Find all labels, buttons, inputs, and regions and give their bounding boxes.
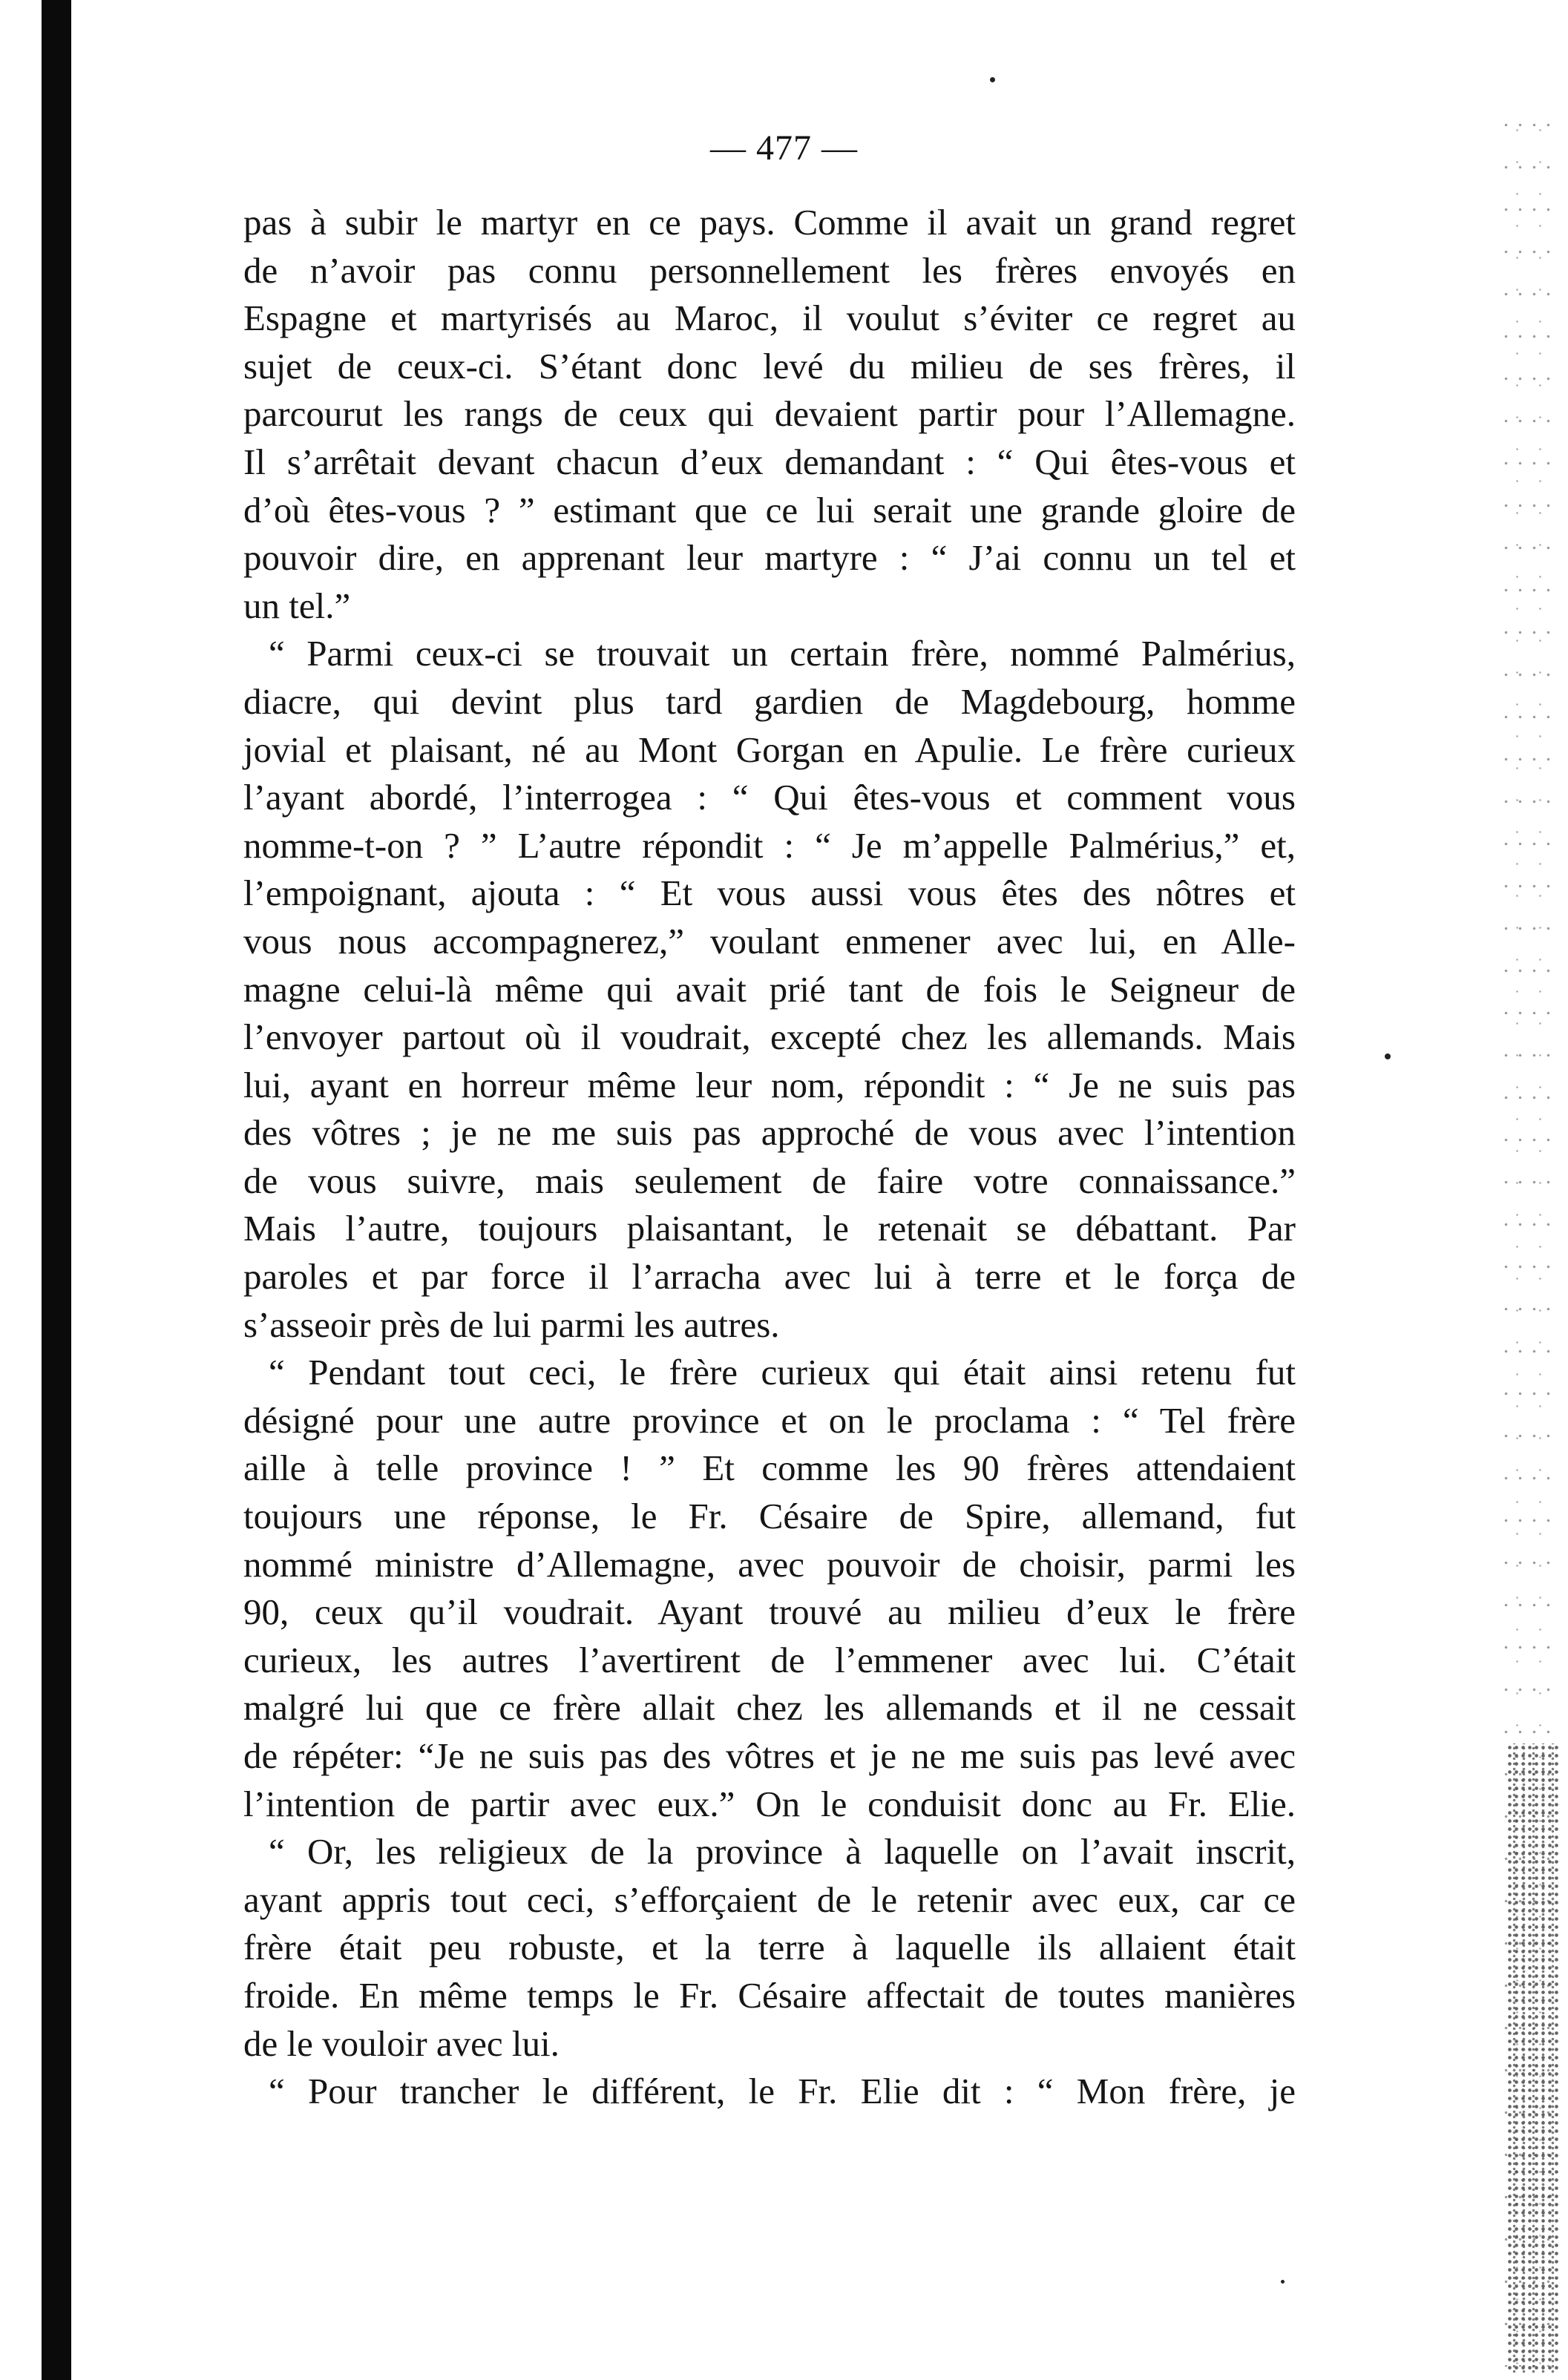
page-number: — 477 — bbox=[710, 128, 858, 168]
paragraph-start-line: “ Pendant tout ceci, le frère curieux qui était ainsi retenu fut bbox=[269, 1352, 1296, 1393]
text-line: aille à telle province ! ” Et comme les 90 frères attendaient bbox=[243, 1447, 1296, 1489]
text-line: malgré lui que ce frère allait chez les allemands et il ne cessait bbox=[243, 1687, 1296, 1729]
text-line: diacre, qui devint plus tard gardien de Magdebourg, homme bbox=[243, 680, 1296, 722]
text-line: de vous suivre, mais seulement de faire votre connaissance.” bbox=[243, 1160, 1296, 1201]
text-line: d’où êtes-vous ? ” estimant que ce lui serait une grande gloire de bbox=[243, 489, 1296, 530]
text-line: pouvoir dire, en apprenant leur martyre : “ J’ai connu un tel et bbox=[243, 537, 1296, 579]
text-line: s’asseoir près de lui parmi les autres. bbox=[243, 1304, 780, 1345]
text-line: 90, ceux qu’il voudrait. Ayant trouvé au milieu d’eux le frère bbox=[243, 1591, 1296, 1633]
text-line: sujet de ceux-ci. S’étant donc levé du milieu de ses frères, il bbox=[243, 345, 1296, 387]
text-line: nommé ministre d’Allemagne, avec pouvoir de choisir, parmi les bbox=[243, 1543, 1296, 1585]
text-line: toujours une réponse, le Fr. Césaire de Spire, allemand, fut bbox=[243, 1496, 1296, 1537]
text-line: frère était peu robuste, et la terre à laquelle ils allaient était bbox=[243, 1927, 1296, 1968]
paragraph-start-line: “ Or, les religieux de la province à laquelle on l’avait inscrit, bbox=[269, 1831, 1296, 1873]
text-line: ayant appris tout ceci, s’efforçaient de le retenir avec eux, car ce bbox=[243, 1878, 1296, 1920]
text-line: nomme-t-on ? ” L’autre répondit : “ Je m’appelle Palmérius,” et, bbox=[243, 824, 1296, 866]
text-line: Mais l’autre, toujours plaisantant, le retenait se débattant. Par bbox=[243, 1208, 1296, 1249]
scan-gutter-noise-dense bbox=[1506, 1743, 1558, 2374]
text-line: désigné pour une autre province et on le proclama : “ Tel frère bbox=[243, 1399, 1296, 1441]
text-line: un tel.” bbox=[243, 585, 351, 626]
page-text bbox=[243, 199, 1296, 2116]
text-line: lui, ayant en horreur même leur nom, répondit : “ Je ne suis pas bbox=[243, 1064, 1296, 1105]
text-line: vous nous accompagnerez,” voulant enmener avec lui, en Alle- bbox=[243, 920, 1296, 961]
scan-binding-edge bbox=[42, 0, 71, 2380]
paragraph-start-line: “ Pour trancher le différent, le Fr. Elie dit : “ Mon frère, je bbox=[269, 2071, 1296, 2112]
text-line: jovial et plaisant, né au Mont Gorgan en Apulie. Le frère curieux bbox=[243, 729, 1296, 770]
text-line: de le vouloir avec lui. bbox=[243, 2022, 560, 2064]
text-line: l’empoignant, ajouta : “ Et vous aussi vous êtes des nôtres et bbox=[243, 872, 1296, 914]
text-line: froide. En même temps le Fr. Césaire affectait de toutes manières bbox=[243, 1974, 1296, 2016]
text-line: l’envoyer partout où il voudrait, excepté chez les allemands. Mais bbox=[243, 1016, 1296, 1058]
text-line: pas à subir le martyr en ce pays. Comme il avait un grand regret bbox=[243, 202, 1296, 243]
paragraph-start-line: “ Parmi ceux-ci se trouvait un certain frère, nommé Palmérius, bbox=[269, 633, 1296, 674]
text-line: magne celui-là même qui avait prié tant de fois le Seigneur de bbox=[243, 968, 1296, 1010]
scan-speck bbox=[1281, 2280, 1285, 2284]
text-line: paroles et par force il l’arracha avec lui à terre et le força de bbox=[243, 1256, 1296, 1298]
text-line: Espagne et martyrisés au Maroc, il voulut s’éviter ce regret au bbox=[243, 298, 1296, 339]
text-line: l’intention de partir avec eux.” On le conduisit donc au Fr. Elie. bbox=[243, 1783, 1296, 1824]
text-line: l’ayant abordé, l’interrogea : “ Qui êtes-vous et comment vous bbox=[243, 777, 1296, 818]
text-line: Il s’arrêtait devant chacun d’eux demandant : “ Qui êtes-vous et bbox=[243, 441, 1296, 482]
text-line: parcourut les rangs de ceux qui devaient partir pour l’Allemagne. bbox=[243, 393, 1296, 435]
scan-speck bbox=[1385, 1053, 1391, 1059]
scan-speck bbox=[990, 77, 995, 82]
text-line: curieux, les autres l’avertirent de l’emmener avec lui. C’était bbox=[243, 1639, 1296, 1680]
text-line: de n’avoir pas connu personnellement les frères envoyés en bbox=[243, 249, 1296, 291]
text-line: des vôtres ; je ne me suis pas approché de vous avec l’intention bbox=[243, 1112, 1296, 1154]
text-line: de répéter: “Je ne suis pas des vôtres et je ne me suis pas levé avec bbox=[243, 1735, 1296, 1776]
